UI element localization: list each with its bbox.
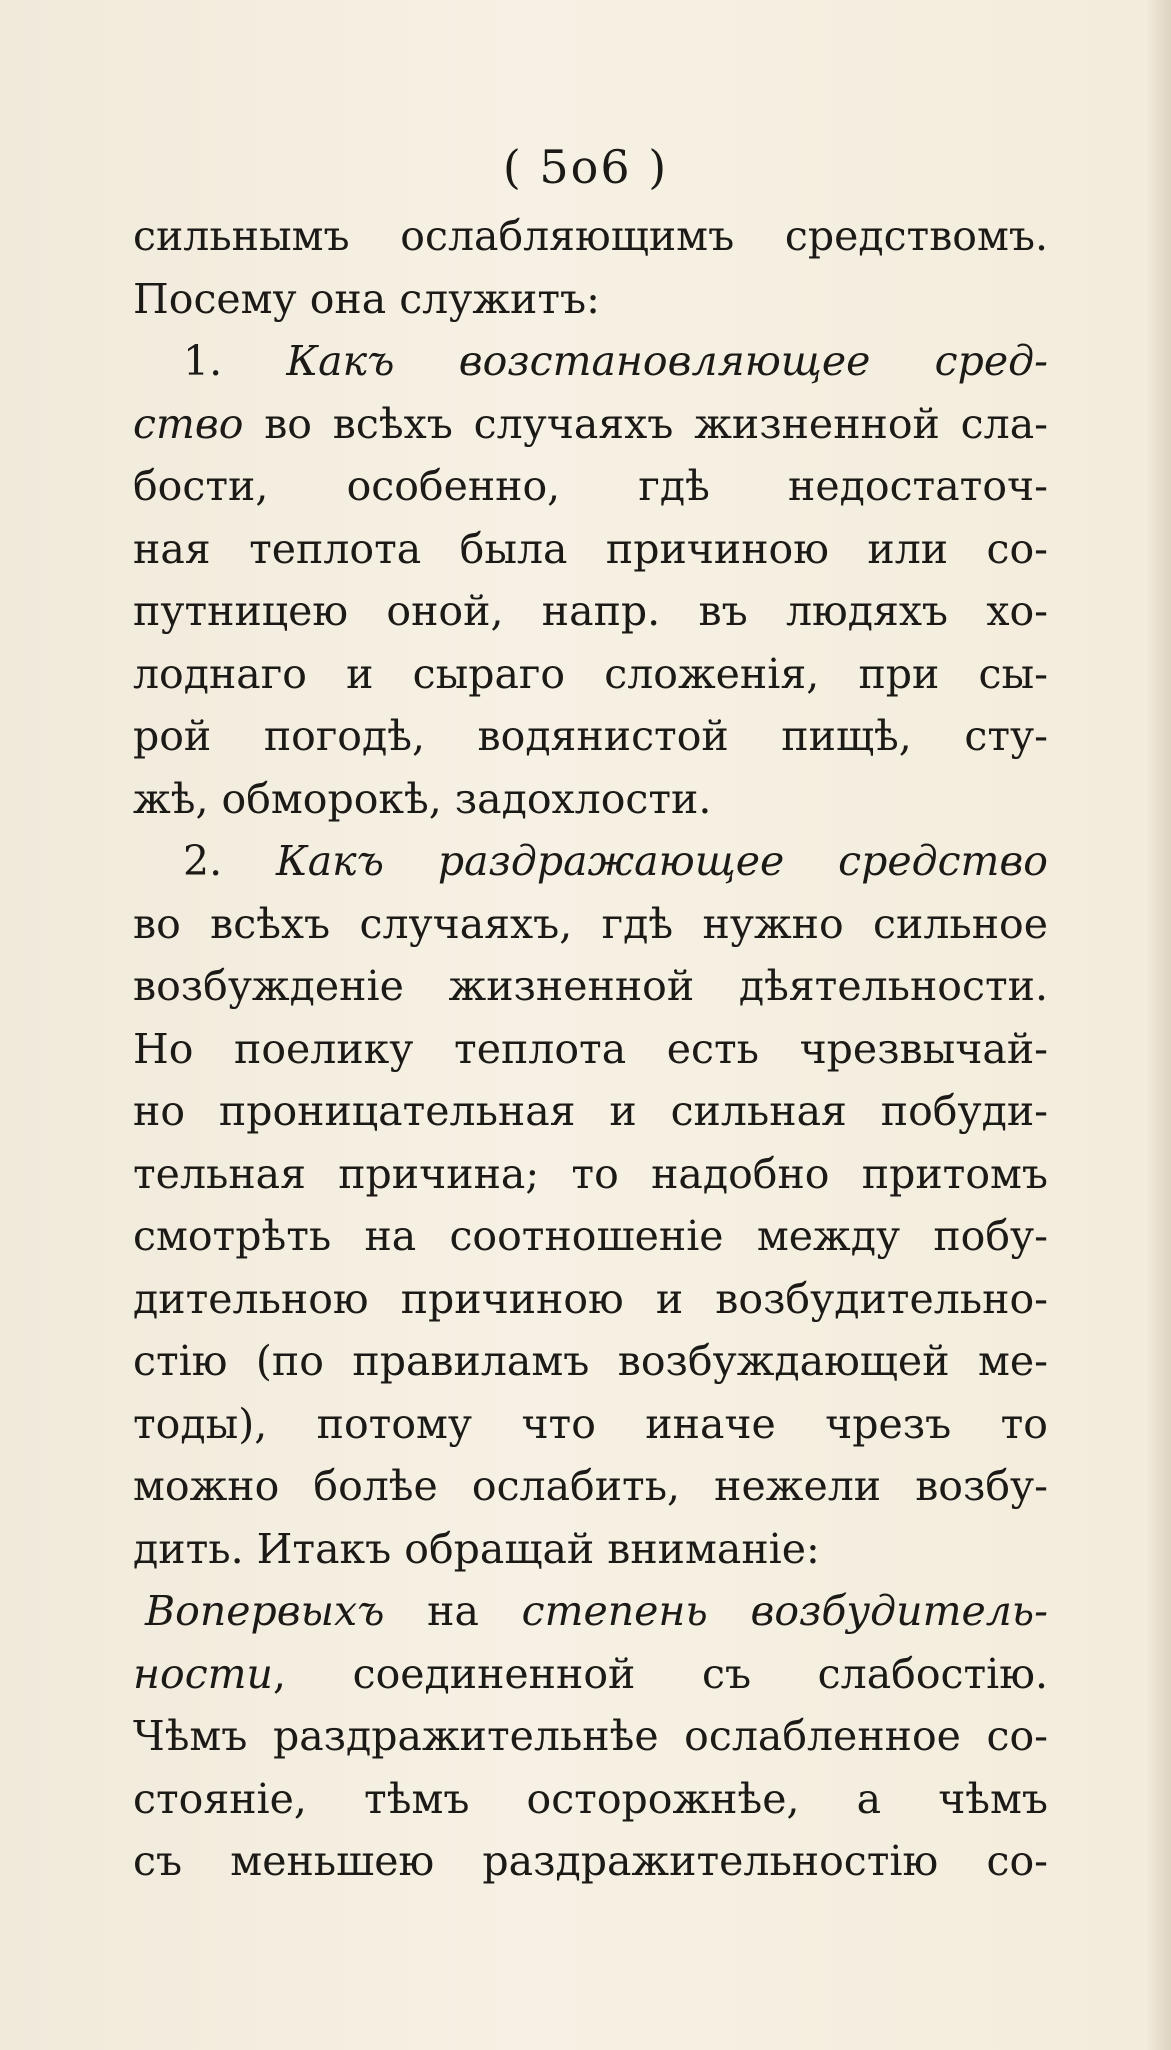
text-line: [133, 1455, 1048, 1517]
text-span: стояніе, тѣмъ осторожнѣе, а чѣмъ: [133, 1774, 1048, 1823]
text-line: [133, 768, 1048, 830]
text-line: [133, 1768, 1048, 1830]
text-span: тельная причина; то надобно притомъ: [133, 1149, 1048, 1198]
text-line: [133, 1143, 1048, 1205]
text-line: [133, 1705, 1048, 1767]
text-span: можно болѣе ослабить, нежели возбу-: [133, 1462, 1048, 1510]
text-span: Посему она служитъ:: [133, 274, 600, 323]
text-span: во всѣхъ случаяхъ жизненной сла-: [243, 399, 1048, 448]
text-span: но проницательная и сильная побуди-: [133, 1087, 1048, 1135]
text-line: [133, 1330, 1048, 1392]
italic-text: ство: [133, 399, 244, 448]
text-line: [133, 518, 1048, 580]
text-line: [133, 1643, 1048, 1705]
page-number-header: ( 5o6 ): [502, 140, 669, 194]
text-line: [133, 1018, 1048, 1080]
text-span: во всѣхъ случаяхъ, гдѣ нужно сильное: [133, 899, 1048, 948]
text-line: [133, 893, 1048, 955]
text-span: съ меньшею раздражительностію со-: [133, 1837, 1048, 1885]
italic-text: Какъ возстановляющее сред-: [286, 337, 1048, 385]
text-line: [133, 830, 1048, 892]
text-span: Но поелику теплота есть чрезвычай-: [133, 1024, 1048, 1073]
text-line: [133, 455, 1048, 517]
text-line: [133, 580, 1048, 642]
italic-text: степень возбудитель-: [521, 1587, 1048, 1635]
text-line: [133, 330, 1048, 392]
text-line: [133, 1080, 1048, 1142]
italic-text: Вопервыхъ: [145, 1587, 385, 1635]
text-span: ная теплота была причиною или со-: [133, 524, 1048, 573]
text-line: [133, 393, 1048, 455]
text-span: бости, особенно, гдѣ недостаточ-: [133, 462, 1048, 510]
text-span: 1.: [183, 337, 287, 385]
text-line: [133, 1518, 1048, 1580]
text-span: стію (по правиламъ возбуждающей ме-: [133, 1337, 1048, 1385]
text-span: сильнымъ ослабляющимъ средствомъ.: [133, 212, 1048, 260]
text-line: [133, 1268, 1048, 1330]
text-span: жѣ, обморокѣ, задохлости.: [133, 774, 712, 823]
text-span: на: [384, 1587, 522, 1635]
text-span: путницею оной, напр. въ людяхъ хо-: [133, 587, 1048, 635]
text-line: [133, 205, 1048, 267]
text-line: [133, 1205, 1048, 1267]
text-line: [133, 268, 1048, 330]
text-span: дить. Итакъ обращай вниманіе:: [133, 1524, 820, 1573]
page-edge-shadow: [1145, 0, 1171, 2050]
text-line: [133, 955, 1048, 1017]
italic-text: Какъ раздражающее средство: [275, 837, 1048, 885]
text-span: 2.: [183, 837, 276, 885]
text-span: смотрѣть на соотношеніе между побу-: [133, 1212, 1048, 1260]
text-line: [133, 1393, 1048, 1455]
text-line: [133, 1830, 1048, 1892]
text-line: [133, 643, 1048, 705]
text-line: [133, 1580, 1048, 1642]
text-span: тоды), потому что иначе чрезъ то: [133, 1399, 1048, 1448]
text-span: дительною причиною и возбудительно-: [133, 1274, 1048, 1323]
text-line: [133, 705, 1048, 767]
text-span: рой погодѣ, водянистой пищѣ, сту-: [133, 712, 1048, 760]
text-span: возбужденіе жизненной дѣятельности.: [133, 962, 1048, 1010]
text-span: лоднаго и сыраго сложенія, при сы-: [133, 649, 1048, 698]
italic-text: ности: [133, 1649, 273, 1698]
text-span: Чѣмъ раздражительнѣе ослабленное со-: [133, 1712, 1048, 1760]
text-span: , соединенной съ слабостію.: [272, 1649, 1048, 1698]
